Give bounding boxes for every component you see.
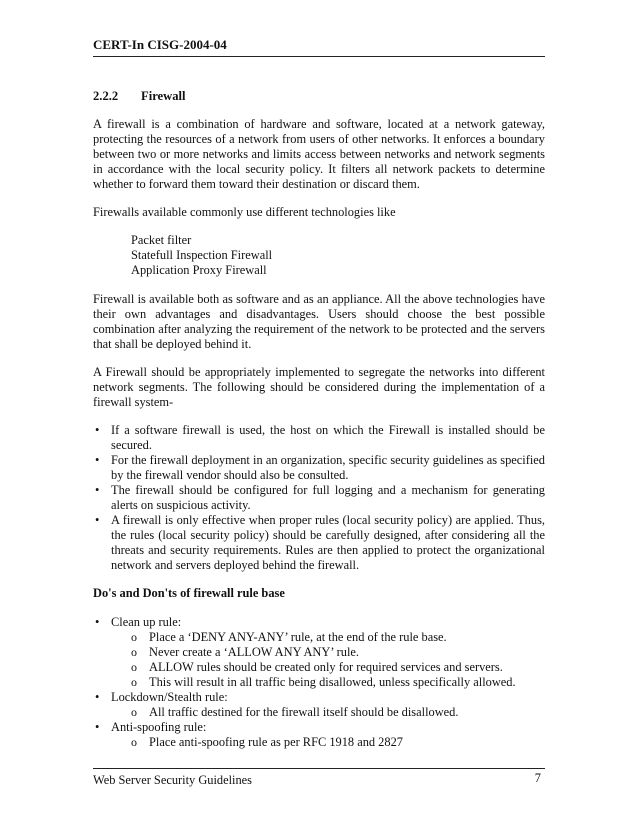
list-item: • If a software firewall is used, the host on which the Firewall is installed should be secured. xyxy=(93,423,545,453)
sub-list-item: o Place a ‘DENY ANY-ANY’ rule, at the end of the rule base. xyxy=(131,630,545,645)
page-footer xyxy=(93,768,545,788)
sub-list-item: o Never create a ‘ALLOW ANY ANY’ rule. xyxy=(131,645,545,660)
list-item: • For the firewall deployment in an organization, specific security guidelines as specified by the firewall vendor should also be consulted. xyxy=(93,453,545,483)
rule-base-list xyxy=(93,615,545,750)
page-number: 7 xyxy=(534,771,541,785)
page-header xyxy=(93,37,545,57)
rule-label: Lockdown/Stealth rule: xyxy=(111,690,228,704)
sub-list-item: o Place anti-spoofing rule as per RFC 1918 and 2827 xyxy=(131,735,545,750)
technology-item: Statefull Inspection Firewall xyxy=(131,248,273,262)
sub-list-item: o ALLOW rules should be created only for required services and servers. xyxy=(131,660,545,675)
rule-label: Clean up rule: xyxy=(111,615,182,629)
list-item: • The firewall should be configured for full logging and a mechanism for generating alerts on suspicious activity. xyxy=(93,483,545,513)
technology-item: Packet filter xyxy=(131,233,192,247)
section-number: 2.2.2 xyxy=(93,89,119,103)
rule-sub-list xyxy=(111,735,545,750)
technologies-list xyxy=(131,233,545,278)
header-title: CERT-In CISG-2004-04 xyxy=(93,37,227,52)
rule-label: Anti-spoofing rule: xyxy=(111,720,207,734)
section-heading xyxy=(93,89,545,104)
rule-item-lockdown xyxy=(93,690,545,720)
sub-list-item: o All traffic destined for the firewall itself should be disallowed. xyxy=(131,705,545,720)
rule-sub-list xyxy=(111,630,545,690)
rule-item-anti-spoofing xyxy=(93,720,545,750)
dos-donts-heading: Do's and Don'ts of firewall rule base xyxy=(93,586,285,600)
section-title: Firewall xyxy=(141,89,186,103)
rule-item-clean-up xyxy=(93,615,545,690)
implementation-bullet-list xyxy=(93,423,545,573)
paragraph-firewall-definition: A firewall is a combination of hardware and software, located at a network gateway, protecting the resources of a network from users of other networks. It enforces a boundary between two or more networks and limits access between networks and network segments in accordance with the local security policy. It filters all network packets to determine whether to forward them toward their destination or discard them. xyxy=(93,117,545,191)
paragraph-implementation: A Firewall should be appropriately implemented to segregate the networks into different network segments. The following should be considered during the implementation of a firewall system- xyxy=(93,365,545,409)
footer-title: Web Server Security Guidelines xyxy=(93,773,253,787)
list-item: • A firewall is only effective when proper rules (local security policy) are applied. Thus, the rules (local security policy) should be carefully designed, after considering all the threats and security requirements. Rules are then applied to protect the organizational network and servers deployed behind the firewall. xyxy=(93,513,545,573)
sub-list-item: o This will result in all traffic being disallowed, unless specifically allowed. xyxy=(131,675,545,690)
paragraph-technologies-intro: Firewalls available commonly use different technologies like xyxy=(93,205,396,219)
paragraph-appliance: Firewall is available both as software and as an appliance. All the above technologies have their own advantages and disadvantages. Users should choose the best possible combination after analyzing the requirement of the network to be protected and the servers that shall be deployed behind it. xyxy=(93,292,545,351)
rule-sub-list xyxy=(111,705,545,720)
technology-item: Application Proxy Firewall xyxy=(131,263,267,277)
page-body xyxy=(93,89,545,763)
